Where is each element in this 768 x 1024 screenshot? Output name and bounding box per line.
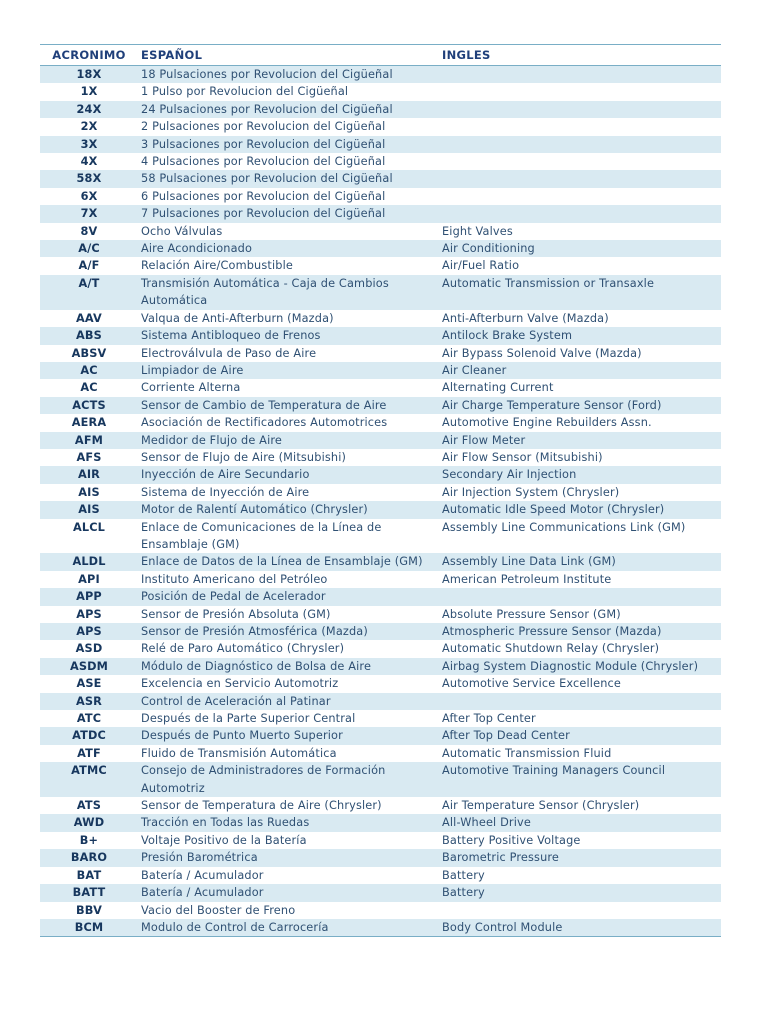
english-cell: Alternating Current: [439, 379, 721, 396]
spanish-cell: Después de Punto Muerto Superior: [138, 727, 439, 744]
english-cell: [439, 83, 721, 100]
spanish-cell: Inyección de Aire Secundario: [138, 466, 439, 483]
spanish-cell: 4 Pulsaciones por Revolucion del Cigüeñal: [138, 153, 439, 170]
acronym-cell: BARO: [40, 849, 138, 866]
spanish-cell: 2 Pulsaciones por Revolucion del Cigüeñal: [138, 118, 439, 135]
acronym-table: [40, 44, 721, 937]
acronym-cell: AIS: [40, 501, 138, 518]
english-cell: Air Injection System (Chrysler): [439, 484, 721, 501]
spanish-cell: Batería / Acumulador: [138, 867, 439, 884]
table-row: [40, 623, 721, 640]
table-row: [40, 66, 721, 84]
table-row: [40, 484, 721, 501]
spanish-cell: Sistema Antibloqueo de Frenos: [138, 327, 439, 344]
acronym-cell: AFM: [40, 432, 138, 449]
acronym-cell: 18X: [40, 66, 138, 84]
spanish-cell: 6 Pulsaciones por Revolucion del Cigüeñal: [138, 188, 439, 205]
spanish-cell: 7 Pulsaciones por Revolucion del Cigüeñal: [138, 205, 439, 222]
english-cell: [439, 66, 721, 84]
spanish-cell: Sensor de Presión Atmosférica (Mazda): [138, 623, 439, 640]
table-row: [40, 867, 721, 884]
table-body: [40, 66, 721, 937]
table-row: [40, 919, 721, 937]
spanish-cell: Medidor de Flujo de Aire: [138, 432, 439, 449]
english-cell: After Top Center: [439, 710, 721, 727]
acronym-document: [40, 44, 721, 937]
spanish-cell: Control de Aceleración al Patinar: [138, 693, 439, 710]
english-cell: Battery Positive Voltage: [439, 832, 721, 849]
spanish-cell: Sensor de Temperatura de Aire (Chrysler): [138, 797, 439, 814]
spanish-cell: Ocho Válvulas: [138, 223, 439, 240]
table-row: [40, 710, 721, 727]
spanish-cell: Limpiador de Aire: [138, 362, 439, 379]
spanish-cell: 58 Pulsaciones por Revolucion del Cigüeñal: [138, 170, 439, 187]
english-cell: Air Temperature Sensor (Chrysler): [439, 797, 721, 814]
table-row: [40, 640, 721, 657]
table-row: [40, 379, 721, 396]
english-cell: All-Wheel Drive: [439, 814, 721, 831]
table-row: [40, 101, 721, 118]
table-row: [40, 884, 721, 901]
table-row: [40, 397, 721, 414]
spanish-cell: Enlace de Datos de la Línea de Ensamblaje (GM): [138, 553, 439, 570]
acronym-cell: APP: [40, 588, 138, 605]
table-row: [40, 588, 721, 605]
acronym-cell: A/F: [40, 257, 138, 274]
table-row: [40, 797, 721, 814]
spanish-cell: Excelencia en Servicio Automotriz: [138, 675, 439, 692]
table-row: [40, 832, 721, 849]
table-row: [40, 136, 721, 153]
english-cell: Absolute Pressure Sensor (GM): [439, 606, 721, 623]
table-row: [40, 327, 721, 344]
spanish-cell: Después de la Parte Superior Central: [138, 710, 439, 727]
acronym-cell: API: [40, 571, 138, 588]
acronym-cell: ATMC: [40, 762, 138, 797]
acronym-cell: 1X: [40, 83, 138, 100]
spanish-cell: Presión Barométrica: [138, 849, 439, 866]
english-cell: [439, 693, 721, 710]
table-header-row: [40, 45, 721, 66]
english-cell: Atmospheric Pressure Sensor (Mazda): [439, 623, 721, 640]
acronym-cell: ABSV: [40, 345, 138, 362]
table-row: [40, 675, 721, 692]
table-row: [40, 205, 721, 222]
english-cell: Secondary Air Injection: [439, 466, 721, 483]
header-spanish: ESPAÑOL: [138, 45, 439, 66]
spanish-cell: 1 Pulso por Revolucion del Cigüeñal: [138, 83, 439, 100]
acronym-cell: AAV: [40, 310, 138, 327]
spanish-cell: Fluido de Transmisión Automática: [138, 745, 439, 762]
acronym-cell: AIR: [40, 466, 138, 483]
table-row: [40, 571, 721, 588]
acronym-cell: AWD: [40, 814, 138, 831]
spanish-cell: Aire Acondicionado: [138, 240, 439, 257]
english-cell: Automatic Idle Speed Motor (Chrysler): [439, 501, 721, 518]
acronym-cell: 4X: [40, 153, 138, 170]
english-cell: [439, 588, 721, 605]
acronym-cell: ATC: [40, 710, 138, 727]
acronym-cell: ASD: [40, 640, 138, 657]
acronym-cell: BATT: [40, 884, 138, 901]
spanish-cell: 3 Pulsaciones por Revolucion del Cigüeñal: [138, 136, 439, 153]
spanish-cell: Transmisión Automática - Caja de Cambios Automática: [138, 275, 439, 310]
english-cell: Automotive Training Managers Council: [439, 762, 721, 797]
english-cell: Air Flow Meter: [439, 432, 721, 449]
english-cell: Eight Valves: [439, 223, 721, 240]
english-cell: [439, 136, 721, 153]
english-cell: [439, 170, 721, 187]
spanish-cell: Asociación de Rectificadores Automotrices: [138, 414, 439, 431]
acronym-cell: ATDC: [40, 727, 138, 744]
acronym-cell: A/C: [40, 240, 138, 257]
spanish-cell: Sensor de Cambio de Temperatura de Aire: [138, 397, 439, 414]
english-cell: Antilock Brake System: [439, 327, 721, 344]
spanish-cell: Valqua de Anti-Afterburn (Mazda): [138, 310, 439, 327]
table-row: [40, 745, 721, 762]
table-row: [40, 223, 721, 240]
english-cell: Assembly Line Data Link (GM): [439, 553, 721, 570]
english-cell: Automatic Transmission Fluid: [439, 745, 721, 762]
english-cell: Automotive Engine Rebuilders Assn.: [439, 414, 721, 431]
spanish-cell: Modulo de Control de Carrocería: [138, 919, 439, 937]
table-row: [40, 240, 721, 257]
table-row: [40, 762, 721, 797]
english-cell: After Top Dead Center: [439, 727, 721, 744]
acronym-cell: AC: [40, 362, 138, 379]
spanish-cell: Motor de Ralentí Automático (Chrysler): [138, 501, 439, 518]
acronym-cell: ASE: [40, 675, 138, 692]
acronym-cell: AIS: [40, 484, 138, 501]
english-cell: [439, 902, 721, 919]
acronym-cell: B+: [40, 832, 138, 849]
acronym-cell: A/T: [40, 275, 138, 310]
spanish-cell: 18 Pulsaciones por Revolucion del Cigüeñal: [138, 66, 439, 84]
english-cell: Air Flow Sensor (Mitsubishi): [439, 449, 721, 466]
table-row: [40, 606, 721, 623]
header-acronym: ACRONIMO: [40, 45, 138, 66]
english-cell: Airbag System Diagnostic Module (Chrysler): [439, 658, 721, 675]
english-cell: [439, 188, 721, 205]
acronym-cell: ALDL: [40, 553, 138, 570]
acronym-cell: BBV: [40, 902, 138, 919]
english-cell: Air Bypass Solenoid Valve (Mazda): [439, 345, 721, 362]
spanish-cell: Módulo de Diagnóstico de Bolsa de Aire: [138, 658, 439, 675]
table-row: [40, 257, 721, 274]
spanish-cell: Relación Aire/Combustible: [138, 257, 439, 274]
spanish-cell: Consejo de Administradores de Formación Automotriz: [138, 762, 439, 797]
table-row: [40, 170, 721, 187]
acronym-cell: ACTS: [40, 397, 138, 414]
english-cell: Air Conditioning: [439, 240, 721, 257]
acronym-cell: 7X: [40, 205, 138, 222]
acronym-cell: 8V: [40, 223, 138, 240]
table-row: [40, 414, 721, 431]
spanish-cell: Posición de Pedal de Acelerador: [138, 588, 439, 605]
header-english: INGLES: [439, 45, 721, 66]
english-cell: Barometric Pressure: [439, 849, 721, 866]
english-cell: Body Control Module: [439, 919, 721, 937]
table-row: [40, 432, 721, 449]
acronym-cell: ATF: [40, 745, 138, 762]
spanish-cell: Instituto Americano del Petróleo: [138, 571, 439, 588]
table-row: [40, 519, 721, 554]
table-row: [40, 693, 721, 710]
acronym-cell: ATS: [40, 797, 138, 814]
spanish-cell: Relé de Paro Automático (Chrysler): [138, 640, 439, 657]
acronym-cell: 2X: [40, 118, 138, 135]
spanish-cell: Electroválvula de Paso de Aire: [138, 345, 439, 362]
spanish-cell: 24 Pulsaciones por Revolucion del Cigüeñal: [138, 101, 439, 118]
spanish-cell: Vacio del Booster de Freno: [138, 902, 439, 919]
spanish-cell: Sensor de Presión Absoluta (GM): [138, 606, 439, 623]
spanish-cell: Sistema de Inyección de Aire: [138, 484, 439, 501]
english-cell: [439, 101, 721, 118]
english-cell: [439, 205, 721, 222]
spanish-cell: Voltaje Positivo de la Batería: [138, 832, 439, 849]
acronym-cell: 3X: [40, 136, 138, 153]
acronym-cell: ASR: [40, 693, 138, 710]
english-cell: Automatic Shutdown Relay (Chrysler): [439, 640, 721, 657]
english-cell: Assembly Line Communications Link (GM): [439, 519, 721, 554]
table-row: [40, 449, 721, 466]
table-row: [40, 118, 721, 135]
english-cell: American Petroleum Institute: [439, 571, 721, 588]
acronym-cell: 24X: [40, 101, 138, 118]
table-row: [40, 553, 721, 570]
spanish-cell: Tracción en Todas las Ruedas: [138, 814, 439, 831]
acronym-cell: BCM: [40, 919, 138, 937]
table-row: [40, 153, 721, 170]
table-row: [40, 275, 721, 310]
english-cell: [439, 153, 721, 170]
table-row: [40, 345, 721, 362]
acronym-cell: AERA: [40, 414, 138, 431]
table-row: [40, 658, 721, 675]
acronym-cell: BAT: [40, 867, 138, 884]
spanish-cell: Enlace de Comunicaciones de la Línea de Ensamblaje (GM): [138, 519, 439, 554]
acronym-cell: ALCL: [40, 519, 138, 554]
acronym-cell: APS: [40, 606, 138, 623]
acronym-cell: 6X: [40, 188, 138, 205]
english-cell: Anti-Afterburn Valve (Mazda): [439, 310, 721, 327]
english-cell: Battery: [439, 884, 721, 901]
acronym-cell: AFS: [40, 449, 138, 466]
table-row: [40, 501, 721, 518]
acronym-cell: 58X: [40, 170, 138, 187]
english-cell: Battery: [439, 867, 721, 884]
acronym-cell: ASDM: [40, 658, 138, 675]
table-row: [40, 849, 721, 866]
english-cell: Automotive Service Excellence: [439, 675, 721, 692]
spanish-cell: Batería / Acumulador: [138, 884, 439, 901]
english-cell: Air Cleaner: [439, 362, 721, 379]
english-cell: Automatic Transmission or Transaxle: [439, 275, 721, 310]
english-cell: Air Charge Temperature Sensor (Ford): [439, 397, 721, 414]
table-row: [40, 188, 721, 205]
english-cell: Air/Fuel Ratio: [439, 257, 721, 274]
table-row: [40, 727, 721, 744]
spanish-cell: Corriente Alterna: [138, 379, 439, 396]
table-row: [40, 310, 721, 327]
table-row: [40, 466, 721, 483]
table-row: [40, 814, 721, 831]
spanish-cell: Sensor de Flujo de Aire (Mitsubishi): [138, 449, 439, 466]
table-row: [40, 902, 721, 919]
acronym-cell: APS: [40, 623, 138, 640]
acronym-cell: ABS: [40, 327, 138, 344]
table-row: [40, 83, 721, 100]
acronym-cell: AC: [40, 379, 138, 396]
table-row: [40, 362, 721, 379]
english-cell: [439, 118, 721, 135]
